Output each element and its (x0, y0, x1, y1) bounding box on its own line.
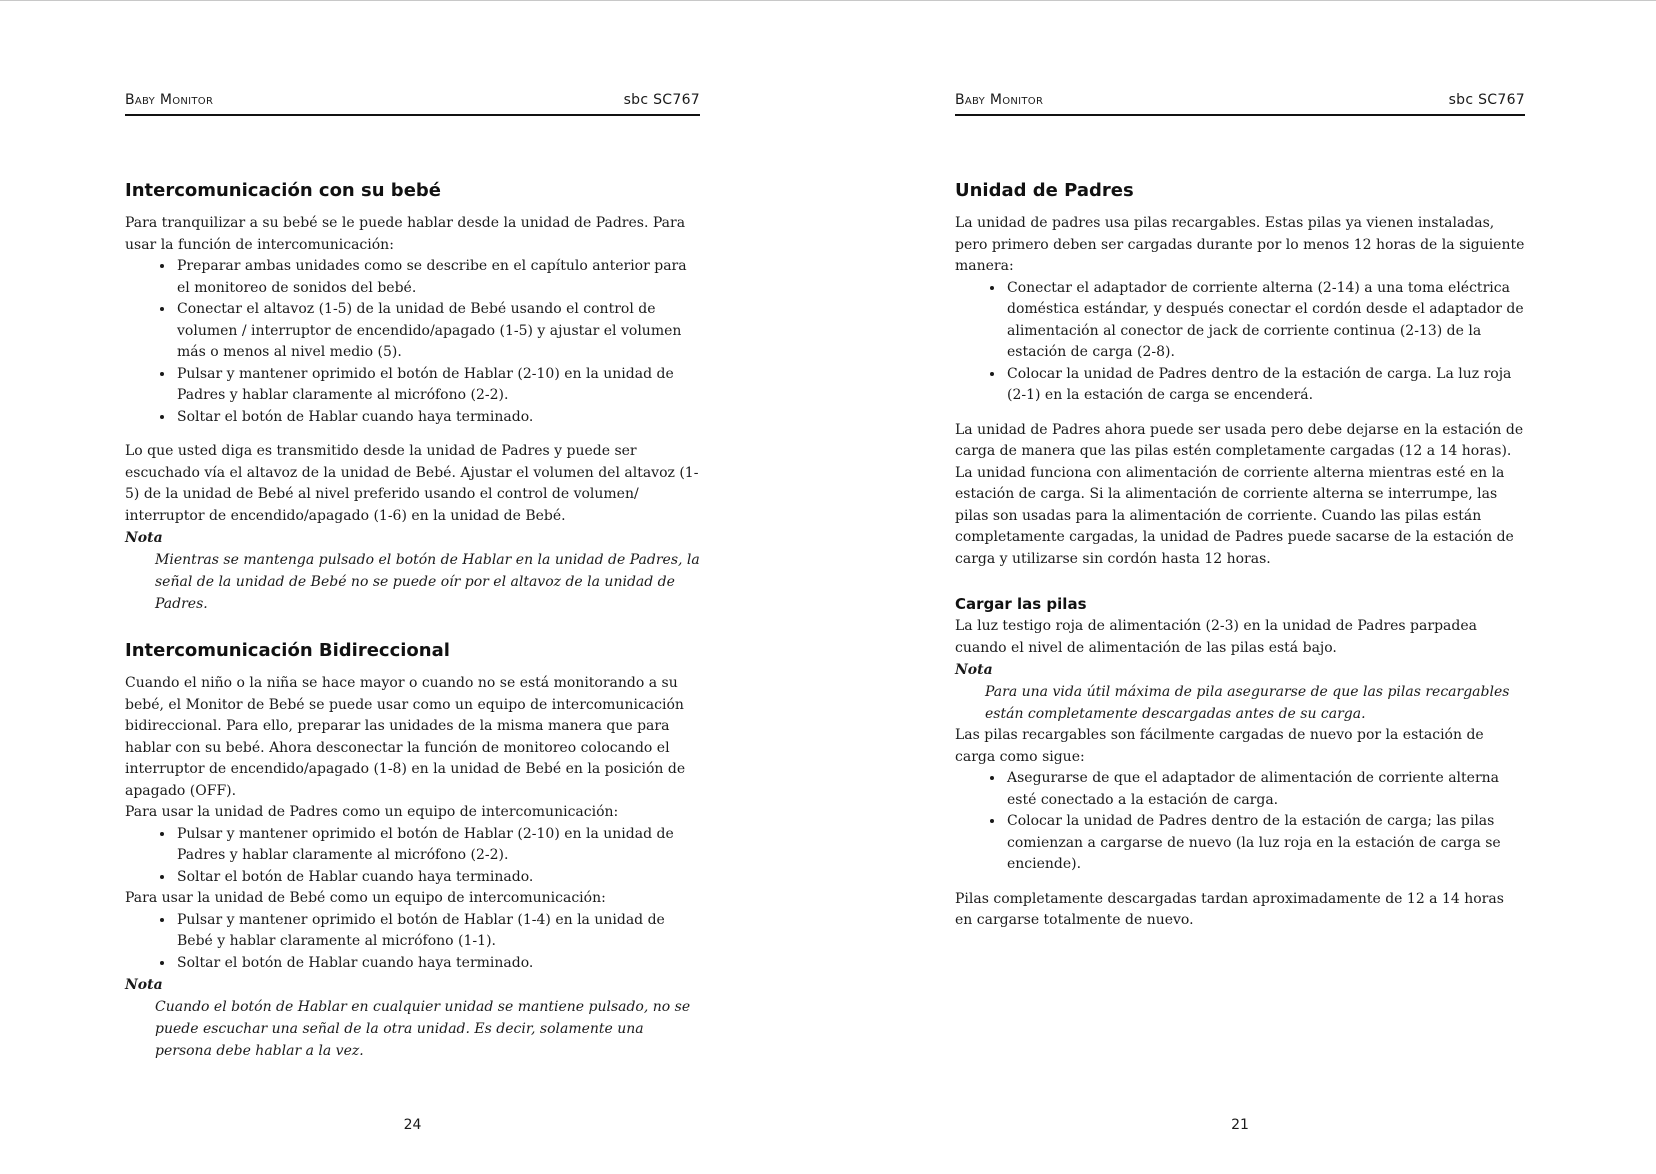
left-page (125, 0, 700, 1174)
note-label: Nota (955, 662, 993, 678)
list-item: • Asegurarse de que el adaptador de alimentación de corriente alterna esté conectado a la estación de carga. (1005, 768, 1525, 811)
header-model: sbc SC767 (1448, 92, 1525, 108)
page-number: 21 (1231, 1117, 1249, 1133)
section-heading-parent-unit: Unidad de Padres (955, 180, 1134, 201)
paragraph-body: Las pilas recargables son fácilmente cargadas de nuevo por la estación de carga como sigue: (955, 727, 1484, 765)
paragraph-parents-intro: Para usar la unidad de Padres como un equipo de intercomunicación: (125, 804, 619, 820)
list-item: • Pulsar y mantener oprimido el botón de Hablar (2-10) en la unidad de Padres y hablar claramente al micrófono (2-2). (175, 364, 700, 407)
paragraph-body: Cuando el niño o la niña se hace mayor o cuando no se está monitorando a su bebé, el Monitor de Bebé se puede usar como un equipo de intercomunicación bidireccional. Para ello, preparar las unidades de la misma manera que para hablar con su bebé. Ahora desconectar la función de monitoreo colocando el interruptor de encendido/apagado (1-8) en la unidad de Bebé en la posición de apagado (OFF). (125, 675, 686, 799)
section-heading-charge: Cargar las pilas (955, 595, 1087, 613)
note-label: Nota (125, 530, 163, 546)
list-item: • Colocar la unidad de Padres dentro de la estación de carga. La luz roja (2-1) en la estación de carga se encenderá. (1005, 364, 1525, 407)
list-item: • Soltar el botón de Hablar cuando haya terminado. (175, 407, 700, 429)
paragraph-closing: Pilas completamente descargadas tardan aproximadamente de 12 a 14 horas en cargarse totalmente de nuevo. (955, 890, 1504, 928)
note-label: Nota (125, 977, 163, 993)
paragraph-body: Lo que usted diga es transmitido desde la unidad de Padres y puede ser escuchado vía el altavoz de la unidad de Bebé. Ajustar el volumen del altavoz (1-5) de la unidad de Bebé al nivel preferido usando el control de volumen/ interruptor de encendido/apagado (1-6) en la unidad de Bebé. (125, 443, 699, 524)
right-page (955, 0, 1525, 1174)
header-title: Baby Monitor (125, 92, 214, 108)
list-item: • Soltar el botón de Hablar cuando haya terminado. (175, 953, 700, 975)
section-heading-intercom: Intercomunicación con su bebé (125, 180, 441, 201)
list-item: • Preparar ambas unidades como se describe en el capítulo anterior para el monitoreo de sonidos del bebé. (175, 256, 700, 299)
section-heading-bidirectional: Intercomunicación Bidireccional (125, 640, 450, 661)
page-number: 24 (403, 1117, 422, 1133)
paragraph-baby-intro: Para usar la unidad de Bebé como un equipo de intercomunicación: (125, 890, 606, 906)
bullet-list-parents (125, 824, 700, 889)
paragraph-intro: La unidad de padres usa pilas recargables. Estas pilas ya vienen instaladas, pero primero deben ser cargadas durante por lo menos 12 horas de la siguiente manera: (955, 215, 1525, 274)
note-text: Para una vida útil máxima de pila asegurarse de que las pilas recargables están completamente descargadas antes de su carga. (985, 684, 1510, 722)
paragraph-intro: Para tranquilizar a su bebé se le puede hablar desde la unidad de Padres. Para usar la función de intercomunicación: (125, 215, 686, 253)
bullet-list-baby (125, 910, 700, 975)
right-page-header (955, 88, 1525, 116)
list-item: • Colocar la unidad de Padres dentro de la estación de carga; las pilas comienzan a cargarse de nuevo (la luz roja en la estación de carga se enciende). (1005, 811, 1525, 876)
list-item: • Soltar el botón de Hablar cuando haya terminado. (175, 867, 700, 889)
right-page-content (955, 180, 1525, 932)
left-page-content (125, 180, 700, 1062)
list-item: • Pulsar y mantener oprimido el botón de Hablar (2-10) en la unidad de Padres y hablar claramente al micrófono (2-2). (175, 824, 700, 867)
header-model: sbc SC767 (623, 92, 700, 108)
list-item: • Conectar el altavoz (1-5) de la unidad de Bebé usando el control de volumen / interruptor de encendido/apagado (1-5) y ajustar el volumen más o menos al nivel medio (5). (175, 299, 700, 364)
note-text: Mientras se mantenga pulsado el botón de Hablar en la unidad de Padres, la señal de la unidad de Bebé no se puede oír por el altavoz de la unidad de Padres. (155, 552, 700, 612)
bullet-list-charge (955, 768, 1525, 876)
bullet-list-setup (955, 278, 1525, 407)
header-title: Baby Monitor (955, 92, 1044, 108)
left-page-header (125, 88, 700, 116)
paragraph-body: La unidad de Padres ahora puede ser usada pero debe dejarse en la estación de carga de manera que las pilas estén completamente cargadas (12 a 14 horas). La unidad funciona con alimentación de corriente alterna mientras esté en la estación de carga. Si la alimentación de corriente alterna se interrumpe, las pilas son usadas para la alimentación de corriente. Cuando las pilas están completamente cargadas, la unidad de Padres puede sacarse de la estación de carga y utilizarse sin cordón hasta 12 horas. (955, 421, 1524, 567)
note-text: Cuando el botón de Hablar en cualquier unidad se mantiene pulsado, no se puede escuchar una señal de la otra unidad. Es decir, solamente una persona debe hablar a la vez. (155, 999, 691, 1059)
list-item: • Pulsar y mantener oprimido el botón de Hablar (1-4) en la unidad de Bebé y hablar claramente al micrófono (1-1). (175, 910, 700, 953)
list-item: • Conectar el adaptador de corriente alterna (2-14) a una toma eléctrica doméstica estándar, y después conectar el cordón desde el adaptador de alimentación al conector de jack de corriente continua (2-13) de la estación de carga (2-8). (1005, 278, 1525, 364)
paragraph-intro: La luz testigo roja de alimentación (2-3) en la unidad de Padres parpadea cuando el nivel de alimentación de las pilas está bajo. (955, 618, 1477, 656)
bullet-list-intercom (125, 256, 700, 428)
